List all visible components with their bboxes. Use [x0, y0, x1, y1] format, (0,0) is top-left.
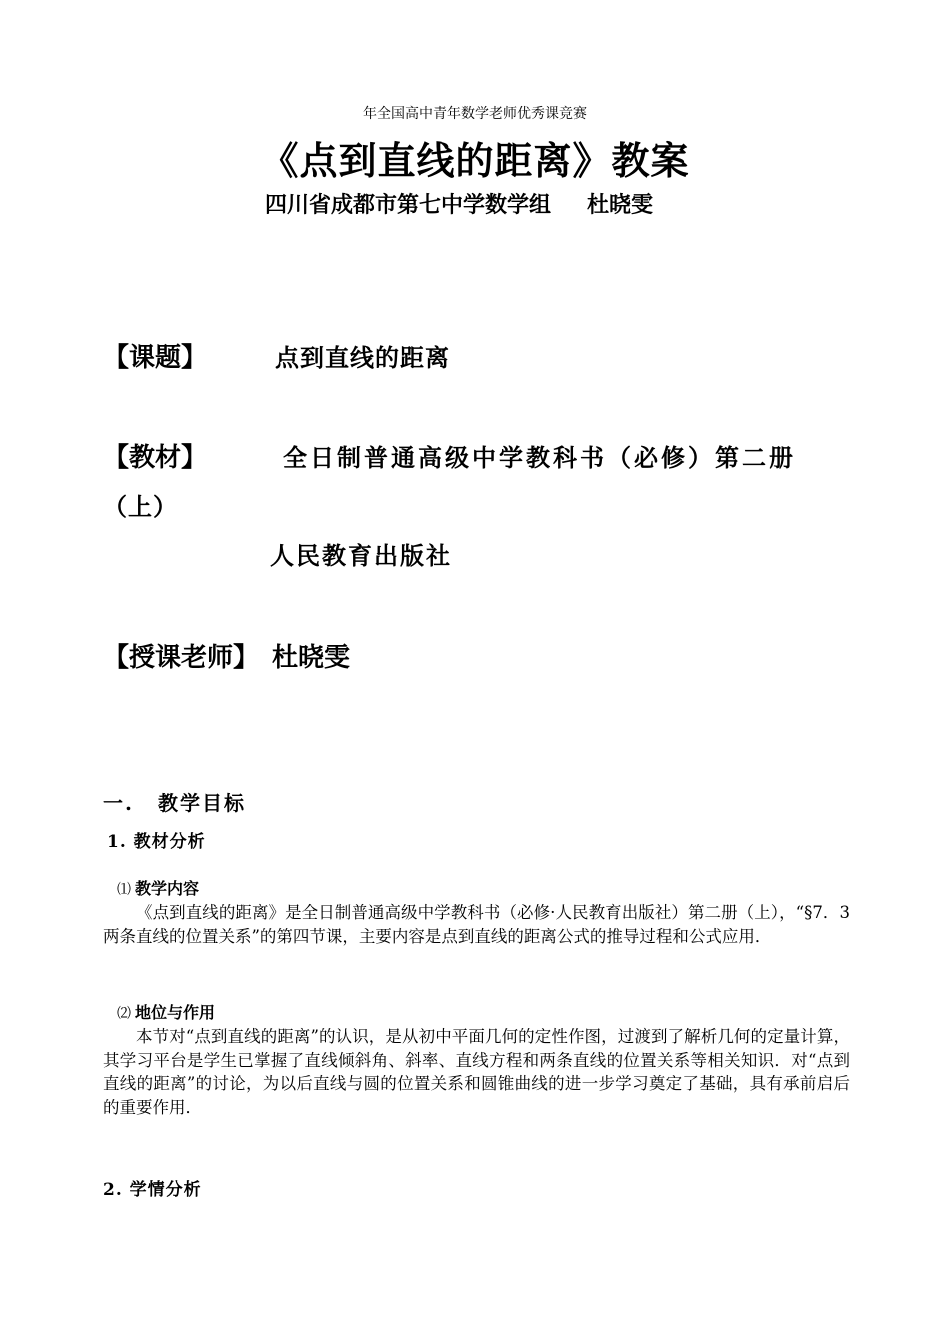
section-title: 教学目标 — [158, 791, 246, 815]
item-role-heading — [117, 1000, 215, 1023]
item-number: ⑴ — [117, 882, 131, 898]
section-number: 一. — [103, 791, 134, 815]
teacher-value: 杜晓雯 — [272, 643, 351, 673]
school-name: 四川省成都市第七中学数学组 — [265, 192, 552, 218]
item-title: 教学内容 — [135, 879, 200, 898]
topic-value: 点到直线的距离 — [275, 343, 450, 372]
author-name: 杜晓雯 — [587, 192, 654, 218]
subsection-textbook-analysis: 1. 教材分析 — [107, 832, 206, 852]
item-title: 地位与作用 — [135, 1003, 216, 1022]
subsection-student-analysis: 2. 学情分析 — [103, 1180, 202, 1200]
teaching-content-paragraph: 《点到直线的距离》是全日制普通高级中学教科书（必修·人民教育出版社）第二册（上），“§7．3两条直线的位置关系”的第四节课，主要内容是点到直线的距离公式的推导过程和公式应用． — [103, 903, 850, 946]
document-title: 《点到直线的距离》教案 — [260, 138, 690, 183]
publisher-name: 人民教育出版社 — [270, 541, 452, 570]
competition-caption: 年全国高中青年数学老师优秀课竞赛 — [363, 106, 587, 122]
item-number: ⑵ — [117, 1006, 131, 1022]
item-teaching-content-heading — [117, 876, 199, 899]
teacher-label: 【授课老师】 — [103, 643, 260, 673]
author-line — [265, 188, 653, 219]
textbook-label: 【教材】 — [103, 443, 208, 473]
topic-label: 【课题】 — [103, 343, 208, 373]
role-paragraph: 本节对“点到直线的距离”的认识，是从初中平面几何的定性作图，过渡到了解析几何的定量计算，其学习平台是学生已掌握了直线倾斜角、斜率、直线方程和两条直线的位置关系等相关知识．对“点到直线的距离”的讨论，为以后直线与圆的位置关系和圆锥曲线的进一步学习奠定了基础，具有承前启后的重要作用． — [103, 1027, 850, 1117]
textbook-value-continued: （上） — [103, 492, 178, 521]
textbook-value: 全日制普通高级中学教科书（必修）第二册 — [283, 443, 796, 472]
